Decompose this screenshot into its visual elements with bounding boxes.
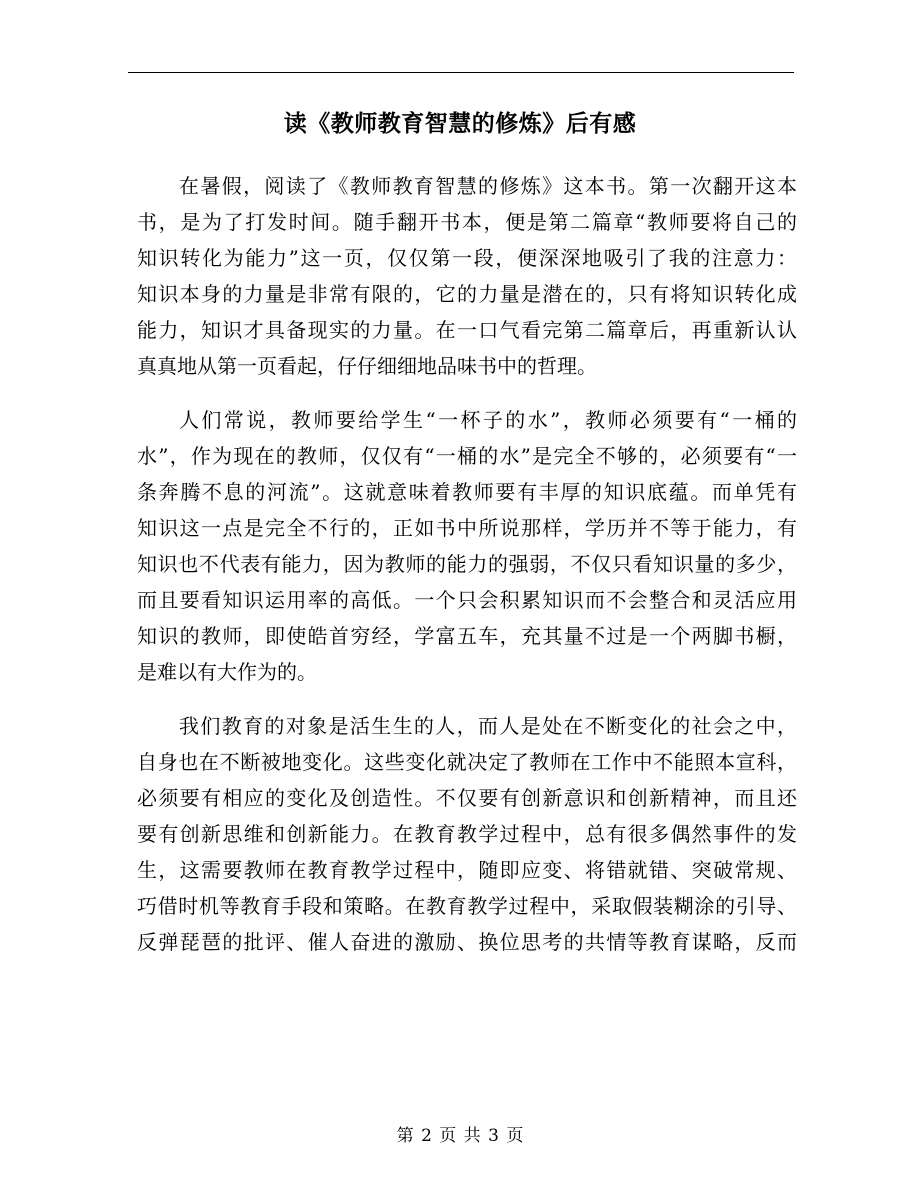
text-line: 知识这一点是完全不行的，正如书中所说那样，学历并不等于能力，有 [137, 516, 797, 540]
text-line: 要有创新思维和创新能力。在教育教学过程中，总有很多偶然事件的发 [137, 822, 797, 846]
text-line: 生，这需要教师在教育教学过程中，随即应变、将错就错、突破常规、 [137, 858, 797, 882]
header-rule [128, 72, 794, 73]
page-number-footer: 第 2 页 共 3 页 [396, 1126, 524, 1146]
text-line: 条奔腾不息的河流”。这就意味着教师要有丰厚的知识底蕴。而单凭有 [137, 480, 797, 504]
text-line: 反弹琵琶的批评、催人奋进的激励、换位思考的共情等教育谋略，反而 [137, 930, 797, 954]
paragraph [137, 708, 797, 960]
text-line: 水”，作为现在的教师，仅仅有“一桶的水”是完全不够的，必须要有“一 [137, 444, 797, 468]
text-line: 在暑假，阅读了《教师教育智慧的修炼》这本书。第一次翻开这本 [179, 174, 797, 198]
text-line: 巧借时机等教育手段和策略。在教育教学过程中，采取假装糊涂的引导、 [137, 894, 797, 918]
text-line: 是难以有大作为的。 [137, 660, 317, 684]
paragraph [137, 168, 797, 384]
text-line: 知识本身的力量是非常有限的，它的力量是潜在的，只有将知识转化成 [137, 282, 797, 306]
text-line: 真真地从第一页看起，仔仔细细地品味书中的哲理。 [137, 354, 597, 378]
document-body [137, 168, 797, 978]
text-line: 自身也在不断被地变化。这些变化就决定了教师在工作中不能照本宣科， [137, 750, 797, 774]
text-line: 而且要看知识运用率的高低。一个只会积累知识而不会整合和灵活应用 [137, 588, 797, 612]
text-line: 书，是为了打发时间。随手翻开书本，便是第二篇章“教师要将自己的 [137, 210, 797, 234]
paragraph [137, 402, 797, 690]
text-line: 必须要有相应的变化及创造性。不仅要有创新意识和创新精神，而且还 [137, 786, 797, 810]
text-line: 知识也不代表有能力，因为教师的能力的强弱，不仅只看知识量的多少， [137, 552, 797, 576]
text-line: 我们教育的对象是活生生的人，而人是处在不断变化的社会之中， [179, 714, 797, 738]
text-line: 能力，知识才具备现实的力量。在一口气看完第二篇章后，再重新认认 [137, 318, 797, 342]
text-line: 知识的教师，即使皓首穷经，学富五车，充其量不过是一个两脚书橱， [137, 624, 797, 648]
text-line: 人们常说，教师要给学生“一杯子的水”，教师必须要有“一桶的 [179, 408, 797, 432]
document-title: 读《教师教育智慧的修炼》后有感 [283, 110, 637, 137]
text-line: 知识转化为能力”这一页，仅仅第一段，便深深地吸引了我的注意力： [137, 246, 797, 270]
